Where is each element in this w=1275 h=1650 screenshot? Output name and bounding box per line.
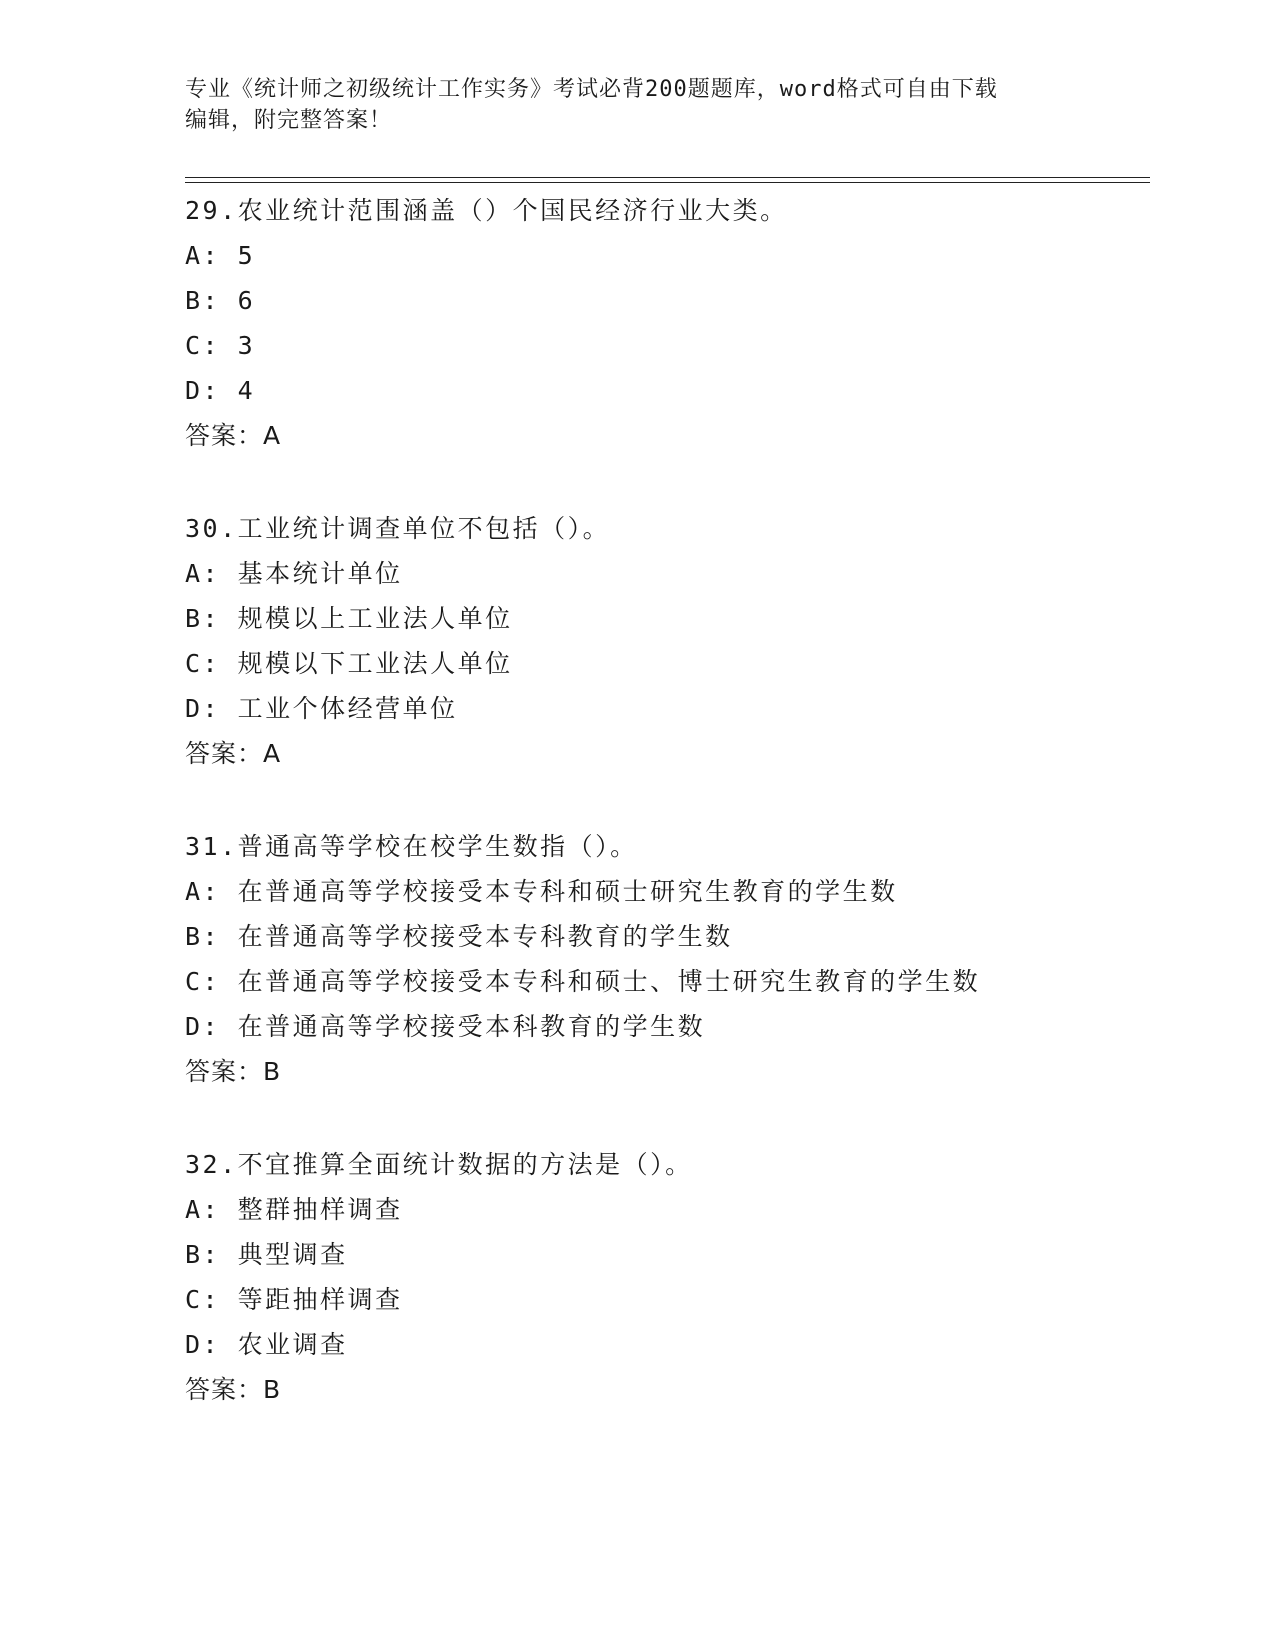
header-line-2: 编辑，附完整答案！ (185, 108, 393, 133)
answer-line: 答案：A (185, 739, 282, 768)
option-d: D: 工业个体经营单位 (185, 694, 458, 723)
question-29 (185, 188, 1145, 458)
header-divider-top (185, 177, 1150, 178)
question-stem: 31.普通高等学校在校学生数指（）。 (185, 832, 638, 861)
document-header (185, 74, 1065, 136)
option-d: D: 农业调查 (185, 1330, 348, 1359)
option-b: B: 在普通高等学校接受本专科教育的学生数 (185, 922, 733, 951)
question-32 (185, 1142, 1145, 1412)
header-divider-bottom (185, 182, 1150, 183)
option-d: D: 4 (185, 376, 256, 405)
question-31 (185, 824, 1145, 1094)
option-c: C: 3 (185, 331, 256, 360)
option-c: C: 规模以下工业法人单位 (185, 649, 513, 678)
question-stem: 29.农业统计范围涵盖（）个国民经济行业大类。 (185, 196, 788, 225)
option-a: A: 5 (185, 241, 256, 270)
question-stem: 30.工业统计调查单位不包括（）。 (185, 514, 611, 543)
option-d: D: 在普通高等学校接受本科教育的学生数 (185, 1012, 706, 1041)
option-b: B: 规模以上工业法人单位 (185, 604, 513, 633)
option-b: B: 典型调查 (185, 1240, 348, 1269)
header-line-1: 专业《统计师之初级统计工作实务》考试必背200题题库，word格式可自由下载 (185, 77, 998, 102)
option-a: A: 在普通高等学校接受本专科和硕士研究生教育的学生数 (185, 877, 898, 906)
option-b: B: 6 (185, 286, 256, 315)
option-a: A: 基本统计单位 (185, 559, 403, 588)
question-30 (185, 506, 1145, 776)
question-stem: 32.不宜推算全面统计数据的方法是（）。 (185, 1150, 693, 1179)
answer-line: 答案：B (185, 1375, 282, 1404)
option-a: A: 整群抽样调查 (185, 1195, 403, 1224)
answer-line: 答案：A (185, 421, 282, 450)
option-c: C: 等距抽样调查 (185, 1285, 403, 1314)
option-c: C: 在普通高等学校接受本专科和硕士、博士研究生教育的学生数 (185, 967, 981, 996)
answer-line: 答案：B (185, 1057, 282, 1086)
